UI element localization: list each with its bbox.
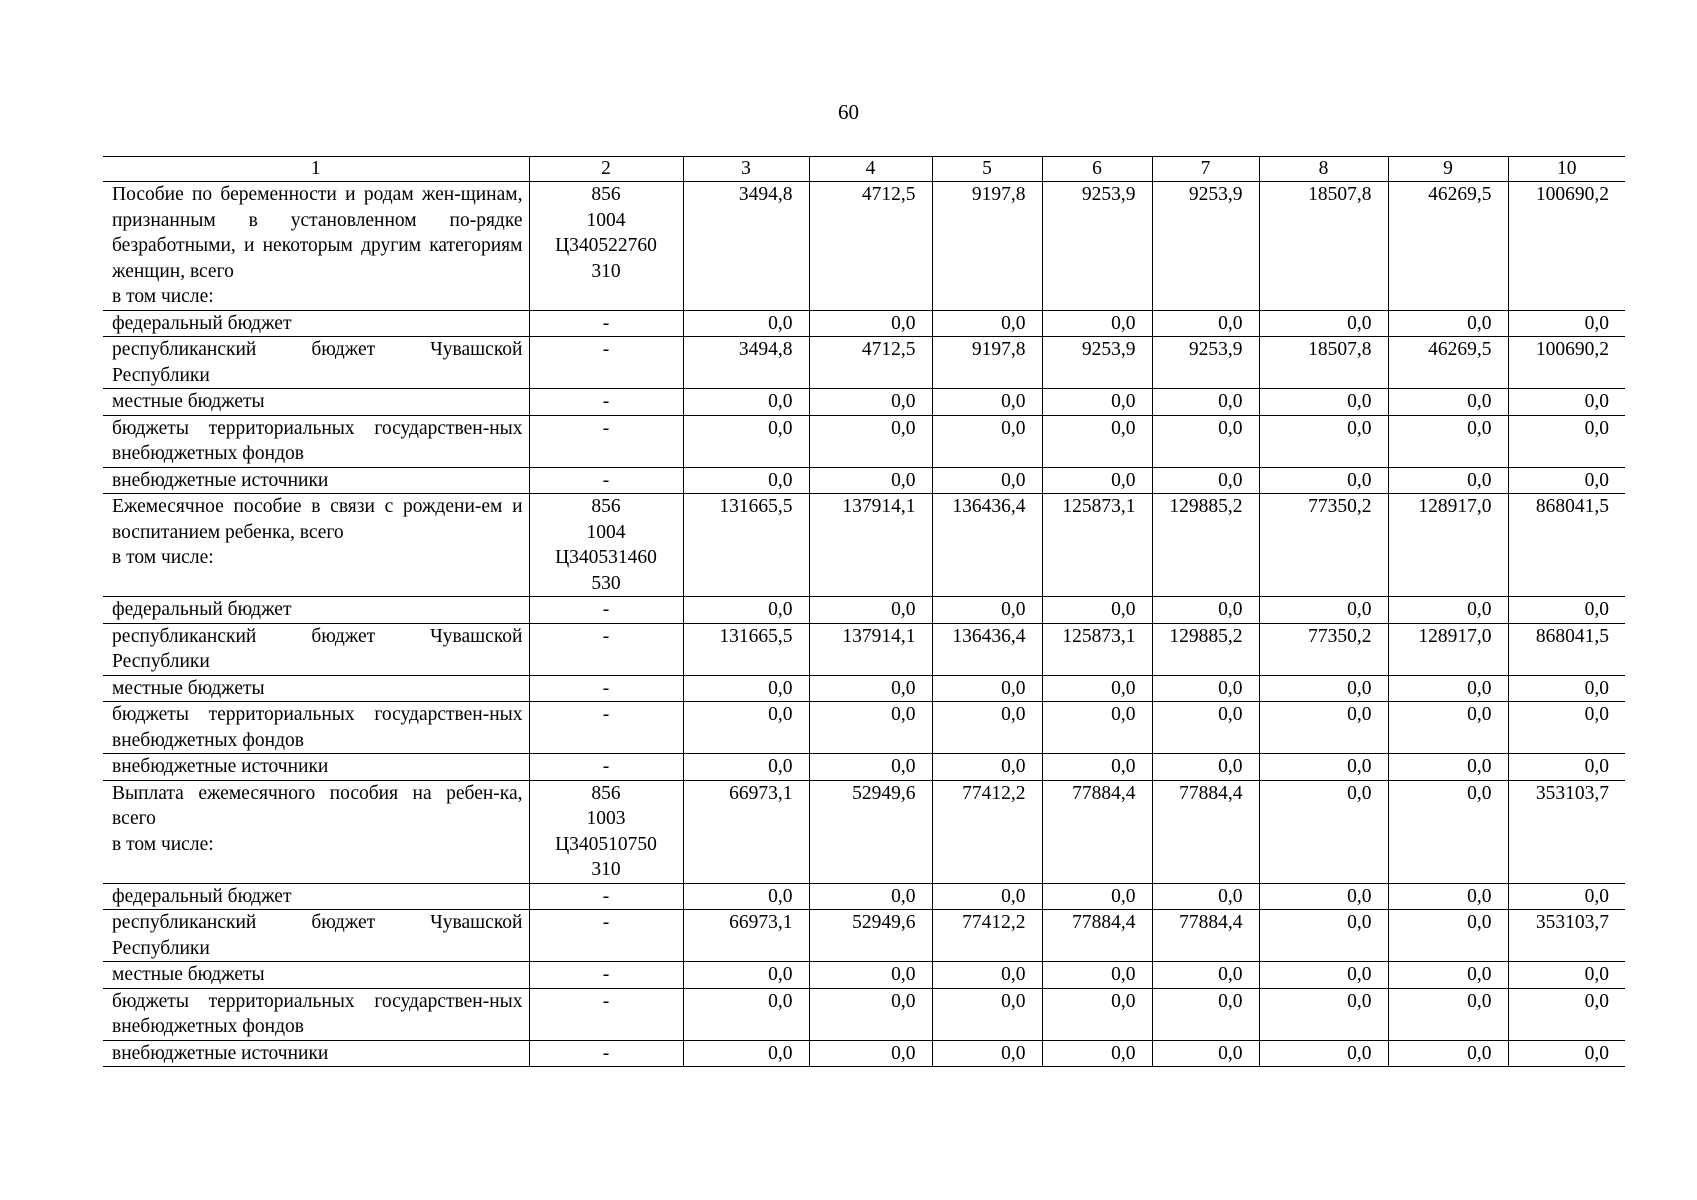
amount-cell: 4712,5 xyxy=(809,337,932,389)
amount-cell: 0,0 xyxy=(1042,754,1152,781)
table-row xyxy=(103,623,1625,675)
amount-cell: 353103,7 xyxy=(1508,780,1625,883)
amount-cell: 0,0 xyxy=(1042,988,1152,1040)
table-row xyxy=(103,1040,1625,1067)
amount-cell: 0,0 xyxy=(1508,467,1625,494)
table-row xyxy=(103,883,1625,910)
row-label xyxy=(103,988,529,1040)
row-label-text: бюджеты территориальных государствен-ных внебюджетных фондов xyxy=(112,704,523,751)
amount-cell: 0,0 xyxy=(1508,415,1625,467)
amount-cell: 0,0 xyxy=(683,1040,809,1067)
budget-code-cell xyxy=(529,182,683,311)
amount-cell: 125873,1 xyxy=(1042,494,1152,597)
amount-cell: 0,0 xyxy=(1259,988,1388,1040)
row-label xyxy=(103,962,529,989)
amount-cell: 0,0 xyxy=(809,415,932,467)
amount-cell: 0,0 xyxy=(1508,702,1625,754)
budget-code-cell xyxy=(529,910,683,962)
row-label xyxy=(103,310,529,337)
budget-code-line: - xyxy=(602,704,610,725)
amount-cell: 129885,2 xyxy=(1152,494,1259,597)
row-label-text: республиканский бюджет Чувашской Республики xyxy=(112,912,523,959)
row-label xyxy=(103,754,529,781)
amount-cell: 18507,8 xyxy=(1259,337,1388,389)
amount-cell: 0,0 xyxy=(932,1040,1042,1067)
amount-cell: 0,0 xyxy=(1152,310,1259,337)
amount-cell: 0,0 xyxy=(932,310,1042,337)
budget-code-cell xyxy=(529,494,683,597)
budget-code-cell xyxy=(529,988,683,1040)
amount-cell: 353103,7 xyxy=(1508,910,1625,962)
budget-code-cell xyxy=(529,310,683,337)
column-number: 9 xyxy=(1388,157,1508,182)
amount-cell: 0,0 xyxy=(1152,962,1259,989)
amount-cell: 0,0 xyxy=(1388,962,1508,989)
column-number: 10 xyxy=(1508,157,1625,182)
row-label-text: внебюджетные источники xyxy=(112,1042,329,1064)
amount-cell: 9253,9 xyxy=(1152,182,1259,311)
amount-cell: 0,0 xyxy=(1152,389,1259,416)
row-label-text: федеральный бюджет xyxy=(112,885,292,907)
table-row xyxy=(103,182,1625,311)
amount-cell: 52949,6 xyxy=(809,910,932,962)
amount-cell: 0,0 xyxy=(1259,467,1388,494)
column-number: 8 xyxy=(1259,157,1388,182)
table-row xyxy=(103,337,1625,389)
amount-cell: 0,0 xyxy=(1508,310,1625,337)
budget-code-line: - xyxy=(602,756,610,777)
amount-cell: 0,0 xyxy=(683,754,809,781)
amount-cell: 0,0 xyxy=(1152,675,1259,702)
page-number: 60 xyxy=(838,100,859,124)
amount-cell: 0,0 xyxy=(1388,1040,1508,1067)
amount-cell: 0,0 xyxy=(1388,675,1508,702)
amount-cell: 3494,8 xyxy=(683,182,809,311)
amount-cell: 0,0 xyxy=(1042,467,1152,494)
amount-cell: 0,0 xyxy=(809,389,932,416)
amount-cell: 131665,5 xyxy=(683,623,809,675)
amount-cell: 77884,4 xyxy=(1042,780,1152,883)
amount-cell: 0,0 xyxy=(809,702,932,754)
budget-code-cell xyxy=(529,675,683,702)
budget-code-cell xyxy=(529,337,683,389)
amount-cell: 0,0 xyxy=(1152,702,1259,754)
amount-cell: 0,0 xyxy=(1388,310,1508,337)
amount-cell: 77884,4 xyxy=(1042,910,1152,962)
amount-cell: 77412,2 xyxy=(932,910,1042,962)
amount-cell: 0,0 xyxy=(1259,597,1388,624)
amount-cell: 0,0 xyxy=(1042,702,1152,754)
column-number: 1 xyxy=(103,157,529,182)
row-label-text: внебюджетные источники xyxy=(112,469,329,491)
row-label-text: бюджеты территориальных государствен-ных внебюджетных фондов xyxy=(112,990,523,1037)
budget-code-line: - xyxy=(602,964,610,985)
amount-cell: 129885,2 xyxy=(1152,623,1259,675)
amount-cell: 46269,5 xyxy=(1388,337,1508,389)
budget-code-cell xyxy=(529,597,683,624)
amount-cell: 0,0 xyxy=(683,883,809,910)
amount-cell: 0,0 xyxy=(1042,883,1152,910)
amount-cell: 0,0 xyxy=(1388,702,1508,754)
amount-cell: 0,0 xyxy=(809,962,932,989)
budget-code-line: - xyxy=(602,417,610,439)
amount-cell: 77350,2 xyxy=(1259,494,1388,597)
budget-code-line: Ц340531460 xyxy=(555,547,657,568)
table-row xyxy=(103,415,1625,467)
amount-cell: 4712,5 xyxy=(809,182,932,311)
amount-cell: 0,0 xyxy=(683,702,809,754)
amount-cell: 0,0 xyxy=(1388,754,1508,781)
amount-cell: 66973,1 xyxy=(683,780,809,883)
budget-code-line: 530 xyxy=(591,572,621,594)
amount-cell: 0,0 xyxy=(932,962,1042,989)
amount-cell: 0,0 xyxy=(932,467,1042,494)
column-number: 6 xyxy=(1042,157,1152,182)
amount-cell: 77884,4 xyxy=(1152,780,1259,883)
amount-cell: 77412,2 xyxy=(932,780,1042,883)
amount-cell: 0,0 xyxy=(1508,1040,1625,1067)
amount-cell: 46269,5 xyxy=(1388,182,1508,311)
amount-cell: 0,0 xyxy=(1508,883,1625,910)
amount-cell: 0,0 xyxy=(1259,389,1388,416)
row-label-text: местные бюджеты xyxy=(112,391,265,412)
amount-cell: 136436,4 xyxy=(932,623,1042,675)
table-row xyxy=(103,597,1625,624)
column-number: 4 xyxy=(809,157,932,182)
amount-cell: 9253,9 xyxy=(1152,337,1259,389)
row-label xyxy=(103,675,529,702)
amount-cell: 0,0 xyxy=(1152,467,1259,494)
amount-cell: 0,0 xyxy=(1152,415,1259,467)
budget-code-cell xyxy=(529,467,683,494)
amount-cell: 0,0 xyxy=(1259,310,1388,337)
amount-cell: 128917,0 xyxy=(1388,623,1508,675)
table-row xyxy=(103,389,1625,416)
budget-code-line: 856 xyxy=(591,496,621,517)
amount-cell: 0,0 xyxy=(1259,1040,1388,1067)
amount-cell: 0,0 xyxy=(932,988,1042,1040)
amount-cell: 0,0 xyxy=(809,675,932,702)
amount-cell: 0,0 xyxy=(1388,415,1508,467)
budget-code-cell xyxy=(529,780,683,883)
budget-code-line: 1004 xyxy=(586,521,626,543)
budget-code-line: 856 xyxy=(591,782,621,804)
amount-cell: 0,0 xyxy=(683,310,809,337)
amount-cell: 0,0 xyxy=(1152,988,1259,1040)
row-label-text: местные бюджеты xyxy=(112,677,265,699)
budget-code-cell xyxy=(529,702,683,754)
row-label xyxy=(103,780,529,883)
budget-code-line: 1004 xyxy=(586,209,626,231)
amount-cell: 18507,8 xyxy=(1259,182,1388,311)
amount-cell: 0,0 xyxy=(932,702,1042,754)
row-label xyxy=(103,1040,529,1067)
amount-cell: 0,0 xyxy=(809,310,932,337)
amount-cell: 0,0 xyxy=(683,415,809,467)
amount-cell: 9197,8 xyxy=(932,182,1042,311)
amount-cell: 0,0 xyxy=(932,754,1042,781)
amount-cell: 0,0 xyxy=(1259,702,1388,754)
amount-cell: 0,0 xyxy=(1259,415,1388,467)
budget-code-line: - xyxy=(602,885,610,907)
budget-code-cell xyxy=(529,883,683,910)
row-label xyxy=(103,494,529,597)
amount-cell: 0,0 xyxy=(1508,754,1625,781)
budget-code-cell xyxy=(529,623,683,675)
amount-cell: 0,0 xyxy=(1388,780,1508,883)
budget-table xyxy=(103,156,1625,1067)
budget-code-line: 1003 xyxy=(586,808,626,829)
table-row xyxy=(103,910,1625,962)
amount-cell: 0,0 xyxy=(932,415,1042,467)
amount-cell: 0,0 xyxy=(683,988,809,1040)
amount-cell: 0,0 xyxy=(1259,675,1388,702)
amount-cell: 0,0 xyxy=(1042,675,1152,702)
amount-cell: 0,0 xyxy=(1388,988,1508,1040)
column-number-row xyxy=(103,157,1625,182)
row-label xyxy=(103,467,529,494)
amount-cell: 0,0 xyxy=(1042,389,1152,416)
amount-cell: 66973,1 xyxy=(683,910,809,962)
amount-cell: 0,0 xyxy=(1508,597,1625,624)
amount-cell: 0,0 xyxy=(683,597,809,624)
table-row xyxy=(103,494,1625,597)
amount-cell: 0,0 xyxy=(1042,1040,1152,1067)
budget-code-line: 310 xyxy=(591,859,621,880)
budget-code-line: - xyxy=(602,677,610,699)
amount-cell: 0,0 xyxy=(1508,988,1625,1040)
table-row xyxy=(103,780,1625,883)
amount-cell: 125873,1 xyxy=(1042,623,1152,675)
row-label xyxy=(103,337,529,389)
budget-code-cell xyxy=(529,415,683,467)
table-row xyxy=(103,754,1625,781)
row-label xyxy=(103,910,529,962)
amount-cell: 0,0 xyxy=(932,883,1042,910)
amount-cell: 0,0 xyxy=(683,962,809,989)
amount-cell: 0,0 xyxy=(1508,675,1625,702)
row-label xyxy=(103,389,529,416)
amount-cell: 131665,5 xyxy=(683,494,809,597)
amount-cell: 3494,8 xyxy=(683,337,809,389)
budget-code-cell xyxy=(529,962,683,989)
amount-cell: 52949,6 xyxy=(809,780,932,883)
amount-cell: 0,0 xyxy=(809,467,932,494)
budget-code-line: - xyxy=(602,1042,610,1064)
amount-cell: 0,0 xyxy=(932,389,1042,416)
amount-cell: 137914,1 xyxy=(809,623,932,675)
column-number: 2 xyxy=(529,157,683,182)
amount-cell: 0,0 xyxy=(1508,389,1625,416)
amount-cell: 100690,2 xyxy=(1508,337,1625,389)
amount-cell: 0,0 xyxy=(1259,780,1388,883)
table-row xyxy=(103,962,1625,989)
row-label-text: местные бюджеты xyxy=(112,964,265,985)
amount-cell: 0,0 xyxy=(809,988,932,1040)
amount-cell: 100690,2 xyxy=(1508,182,1625,311)
row-label xyxy=(103,623,529,675)
budget-code-cell xyxy=(529,754,683,781)
budget-code-line: - xyxy=(602,469,610,491)
amount-cell: 0,0 xyxy=(1152,1040,1259,1067)
row-label-text: Ежемесячное пособие в связи с рождени-ем и воспитанием ребенка, всего в том числе: xyxy=(112,496,523,568)
budget-code-line: - xyxy=(602,339,610,360)
column-number: 5 xyxy=(932,157,1042,182)
table-row xyxy=(103,702,1625,754)
amount-cell: 0,0 xyxy=(1388,910,1508,962)
row-label xyxy=(103,883,529,910)
amount-cell: 0,0 xyxy=(809,754,932,781)
amount-cell: 0,0 xyxy=(932,597,1042,624)
row-label-text: бюджеты территориальных государствен-ных внебюджетных фондов xyxy=(112,417,523,464)
amount-cell: 0,0 xyxy=(1152,754,1259,781)
amount-cell: 0,0 xyxy=(1259,910,1388,962)
amount-cell: 0,0 xyxy=(1042,962,1152,989)
amount-cell: 868041,5 xyxy=(1508,623,1625,675)
budget-code-line: - xyxy=(602,912,610,933)
budget-code-line: - xyxy=(602,625,610,647)
table-row xyxy=(103,988,1625,1040)
amount-cell: 0,0 xyxy=(1388,597,1508,624)
budget-code-line: - xyxy=(602,391,610,412)
budget-code-line: Ц340510750 xyxy=(555,833,657,855)
row-label xyxy=(103,182,529,311)
amount-cell: 0,0 xyxy=(1388,389,1508,416)
amount-cell: 0,0 xyxy=(683,675,809,702)
table-body xyxy=(103,157,1625,1067)
budget-code-line: - xyxy=(602,599,610,620)
row-label-text: федеральный бюджет xyxy=(112,312,292,334)
row-label-text: республиканский бюджет Чувашской Республики xyxy=(112,625,523,672)
amount-cell: 0,0 xyxy=(809,883,932,910)
row-label xyxy=(103,597,529,624)
amount-cell: 0,0 xyxy=(683,389,809,416)
amount-cell: 0,0 xyxy=(1259,883,1388,910)
amount-cell: 0,0 xyxy=(1042,597,1152,624)
row-label-text: Выплата ежемесячного пособия на ребен-ка, всего в том числе: xyxy=(112,782,523,855)
amount-cell: 0,0 xyxy=(932,675,1042,702)
amount-cell: 0,0 xyxy=(1388,883,1508,910)
amount-cell: 0,0 xyxy=(1259,754,1388,781)
budget-code-line: 310 xyxy=(591,260,621,282)
amount-cell: 136436,4 xyxy=(932,494,1042,597)
amount-cell: 0,0 xyxy=(1042,310,1152,337)
budget-code-line: - xyxy=(602,990,610,1012)
row-label-text: федеральный бюджет xyxy=(112,599,292,620)
amount-cell: 128917,0 xyxy=(1388,494,1508,597)
column-number: 7 xyxy=(1152,157,1259,182)
amount-cell: 77350,2 xyxy=(1259,623,1388,675)
amount-cell: 9253,9 xyxy=(1042,337,1152,389)
amount-cell: 0,0 xyxy=(809,597,932,624)
amount-cell: 0,0 xyxy=(1152,597,1259,624)
amount-cell: 0,0 xyxy=(1508,962,1625,989)
budget-code-cell xyxy=(529,1040,683,1067)
amount-cell: 0,0 xyxy=(809,1040,932,1067)
amount-cell: 0,0 xyxy=(1388,467,1508,494)
budget-code-line: Ц340522760 xyxy=(555,235,657,256)
amount-cell: 9253,9 xyxy=(1042,182,1152,311)
table-row xyxy=(103,467,1625,494)
amount-cell: 77884,4 xyxy=(1152,910,1259,962)
row-label-text: республиканский бюджет Чувашской Республики xyxy=(112,339,523,386)
amount-cell: 0,0 xyxy=(683,467,809,494)
budget-code-line: 856 xyxy=(591,184,621,205)
amount-cell: 0,0 xyxy=(1152,883,1259,910)
amount-cell: 0,0 xyxy=(1259,962,1388,989)
budget-code-cell xyxy=(529,389,683,416)
amount-cell: 868041,5 xyxy=(1508,494,1625,597)
row-label xyxy=(103,702,529,754)
amount-cell: 9197,8 xyxy=(932,337,1042,389)
table-row xyxy=(103,310,1625,337)
row-label-text: Пособие по беременности и родам жен-щинам, признанным в установленном по-рядке безработными, и некоторым другим категориям женщин, всего в том числе: xyxy=(112,184,523,307)
budget-code-line: - xyxy=(602,312,610,334)
amount-cell: 0,0 xyxy=(1042,415,1152,467)
amount-cell: 137914,1 xyxy=(809,494,932,597)
table-row xyxy=(103,675,1625,702)
row-label-text: внебюджетные источники xyxy=(112,756,329,777)
column-number: 3 xyxy=(683,157,809,182)
row-label xyxy=(103,415,529,467)
